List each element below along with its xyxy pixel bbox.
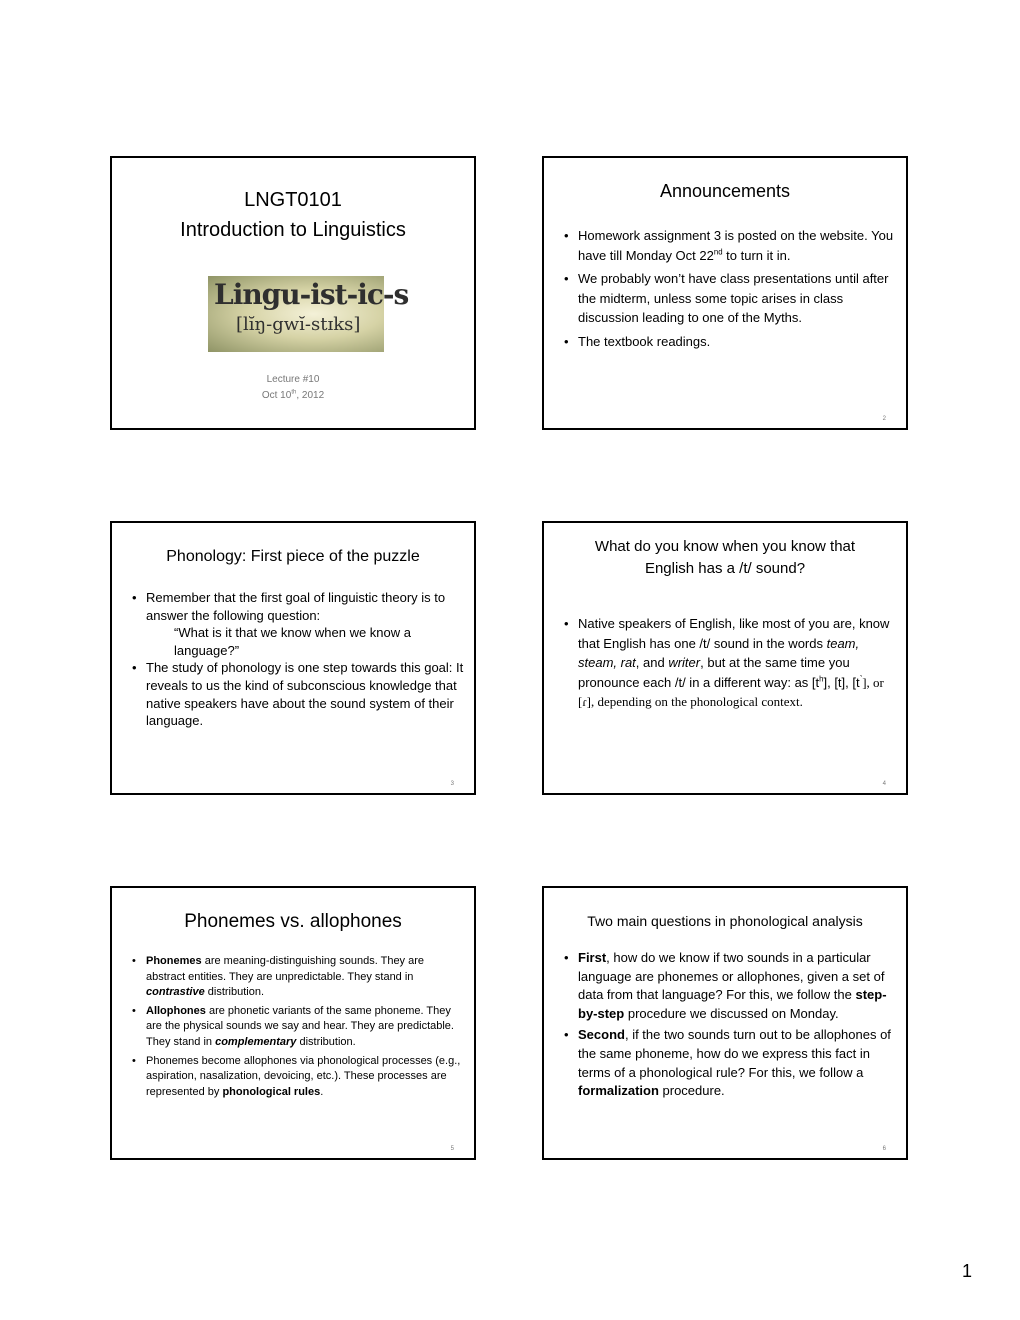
slide-title: Phonology: First piece of the puzzle — [166, 548, 420, 565]
slide-number: 6 — [882, 1146, 886, 1152]
bullet-item: • Phonemes are meaning-distinguishing sounds. They are abstract entities. They are unpredictable. They stand in contrastive distribution. — [132, 954, 464, 1001]
course-code-title: LNGT0101 — [244, 189, 342, 211]
slide-4 — [542, 521, 908, 795]
bullet-item: • The study of phonology is one step towards this goal: It reveals to us the kind of subconscious knowledge that native speakers have about the sound system of their language. — [132, 659, 466, 729]
slide-3 — [110, 521, 476, 795]
slide-5 — [110, 886, 476, 1160]
quoted-question: “What is it that we know when we know a language?” — [174, 625, 411, 658]
bullet-list — [564, 614, 894, 712]
bullet-item: • Allophones are phonetic variants of the same phoneme. They are the physical sounds we say and hear. They are predictable. They stand in complementary distribution. — [132, 1004, 464, 1051]
slide-title: Two main questions in phonological analysis — [587, 913, 863, 929]
course-name-title: Introduction to Linguistics — [180, 219, 406, 241]
bullet-item: • Remember that the first goal of linguistic theory is to answer the following question: “What is it that we know when we know a language?” — [132, 589, 466, 659]
bullet-item: • Native speakers of English, like most of you are, know that English has one /t/ sound in the words team, steam, rat, and writer, but at the same time you pronounce each /t/ in a different way: as $[t^h]$, [t], [t˺], or [ɾ], depending on the phonological context. — [564, 614, 894, 712]
slide-1 — [110, 156, 476, 430]
bullet-item: • Second, if the two sounds turn out to be allophones of the same phoneme, how do we express this fact in terms of a phonological rule? For this, we follow a formalization procedure. — [564, 1026, 898, 1100]
linguistics-logo-image — [208, 276, 409, 352]
slide-6 — [542, 886, 908, 1160]
bullet-list — [132, 954, 464, 1103]
slide-2 — [542, 156, 908, 430]
lecture-number: Lecture #10 — [266, 374, 320, 385]
slide-number: 5 — [450, 1146, 454, 1152]
lecture-date: Oct 10th, 2012 — [261, 389, 325, 401]
bullet-item: • The textbook readings. — [564, 332, 894, 352]
bullet-item: • First, how do we know if two sounds in a particular language are phonemes or allophones, given a set of data from that language? For this, we follow the step-by-step procedure we discussed on Monday. — [564, 949, 898, 1023]
logo-pronunciation: [lĭŋ-gwĭ-stɪks] — [236, 314, 361, 335]
bullet-item: • We probably won’t have class presentations until after the midterm, unless some topic arises in class discussion leading to one of the Myths. — [564, 269, 894, 328]
slide-title: What do you know when you know that English has a /t/ sound? — [594, 538, 856, 577]
page-number: 1 — [962, 1261, 973, 1281]
logo-word: Lingu-ist-ic-s — [214, 278, 409, 311]
slide-title: Announcements — [659, 181, 791, 201]
slide-number: 4 — [882, 781, 886, 787]
bullet-item: • Homework assignment 3 is posted on the website. You have till Monday Oct 22nd to turn it in. — [564, 226, 894, 265]
slide-title: Phonemes vs. allophones — [184, 911, 402, 932]
slide-number: 3 — [450, 781, 454, 787]
bullet-list — [132, 589, 466, 730]
slide-number: 2 — [882, 416, 886, 422]
bullet-list — [564, 226, 894, 356]
bullet-list — [564, 949, 898, 1104]
bullet-item: • Phonemes become allophones via phonological processes (e.g., aspiration, nasalization, devoicing, etc.). These processes are represented by phonological rules. — [132, 1054, 464, 1101]
